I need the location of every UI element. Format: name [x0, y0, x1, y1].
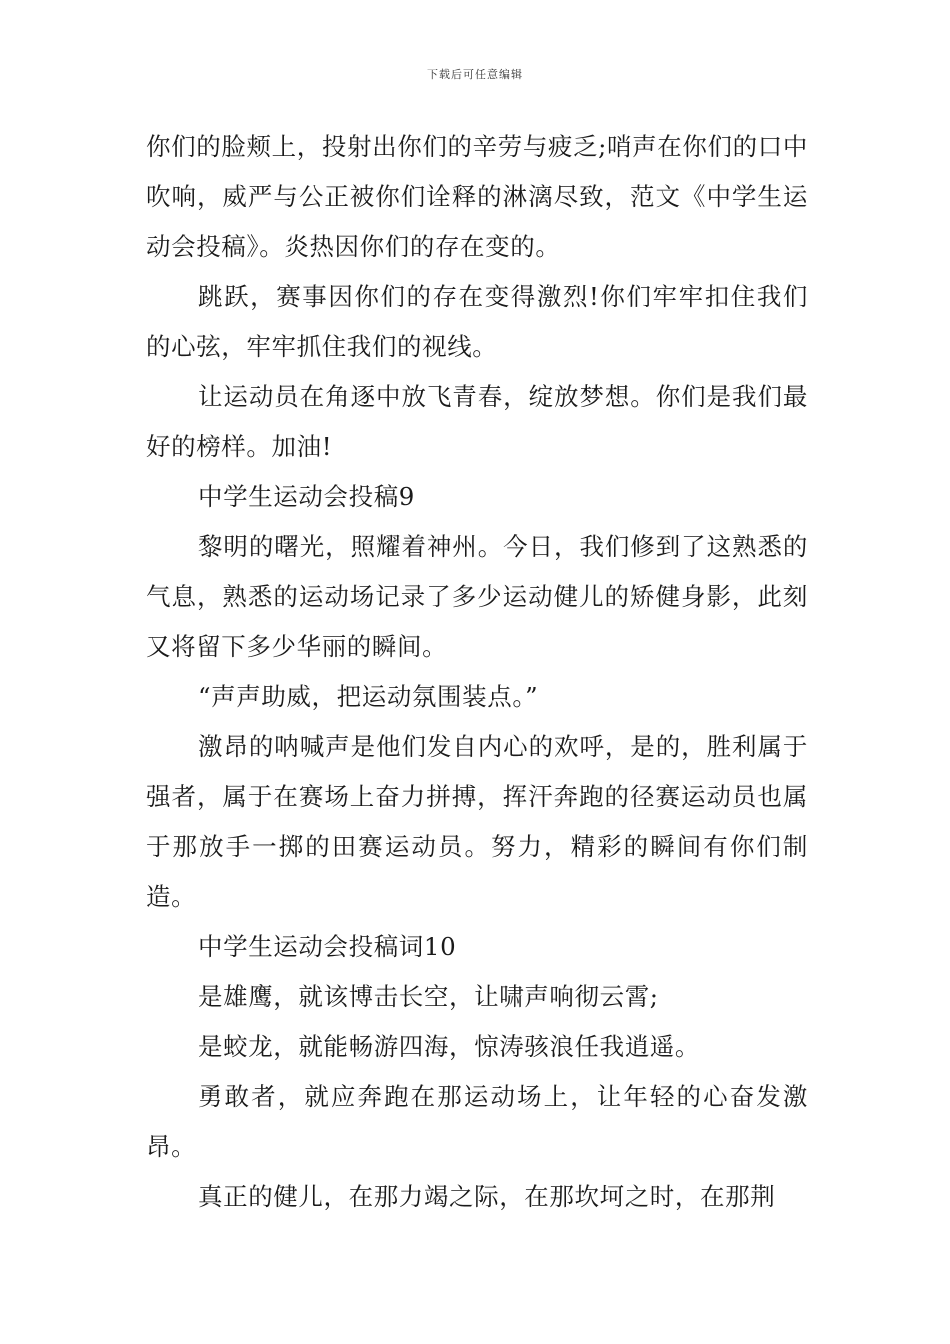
paragraph: 真正的健儿，在那力竭之际，在那坎坷之时，在那荆 — [198, 1182, 776, 1211]
section-heading: 中学生运动会投稿9 — [198, 482, 415, 511]
paragraph: 让运动员在角逐中放飞青春，绽放梦想。你们是我们最好的榜样。加油! — [146, 382, 808, 461]
quote-paragraph: “声声助威，把运动氛围装点。” — [198, 682, 539, 711]
paragraph: 激昂的呐喊声是他们发自内心的欢呼，是的，胜利属于强者，属于在赛场上奋力拼搏，挥汗奔跑的径赛运动员也属于那放手一掷的田赛运动员。努力，精彩的瞬间有你们制造。 — [146, 732, 808, 911]
paragraph: 是雄鹰，就该博击长空，让啸声响彻云霄; — [198, 982, 659, 1011]
paragraph: 勇敢者，就应奔跑在那运动场上，让年轻的心奋发激昂。 — [146, 1082, 808, 1161]
section-heading: 中学生运动会投稿词10 — [198, 932, 457, 961]
paragraph: 你们的脸颊上，投射出你们的辛劳与疲乏;哨声在你们的口中吹响，威严与公正被你们诠释的淋漓尽致，范文《中学生运动会投稿》。炎热因你们的存在变的。 — [146, 132, 808, 261]
paragraph: 跳跃，赛事因你们的存在变得激烈!你们牢牢扣住我们的心弦，牢牢抓住我们的视线。 — [146, 282, 808, 361]
page-header-note: 下载后可任意编辑 — [427, 68, 523, 81]
document-body — [146, 122, 808, 1222]
paragraph: 黎明的曙光，照耀着神州。今日，我们修到了这熟悉的气息，熟悉的运动场记录了多少运动健儿的矫健身影，此刻又将留下多少华丽的瞬间。 — [146, 532, 808, 661]
paragraph: 是蛟龙，就能畅游四海，惊涛骇浪任我逍遥。 — [198, 1032, 700, 1061]
